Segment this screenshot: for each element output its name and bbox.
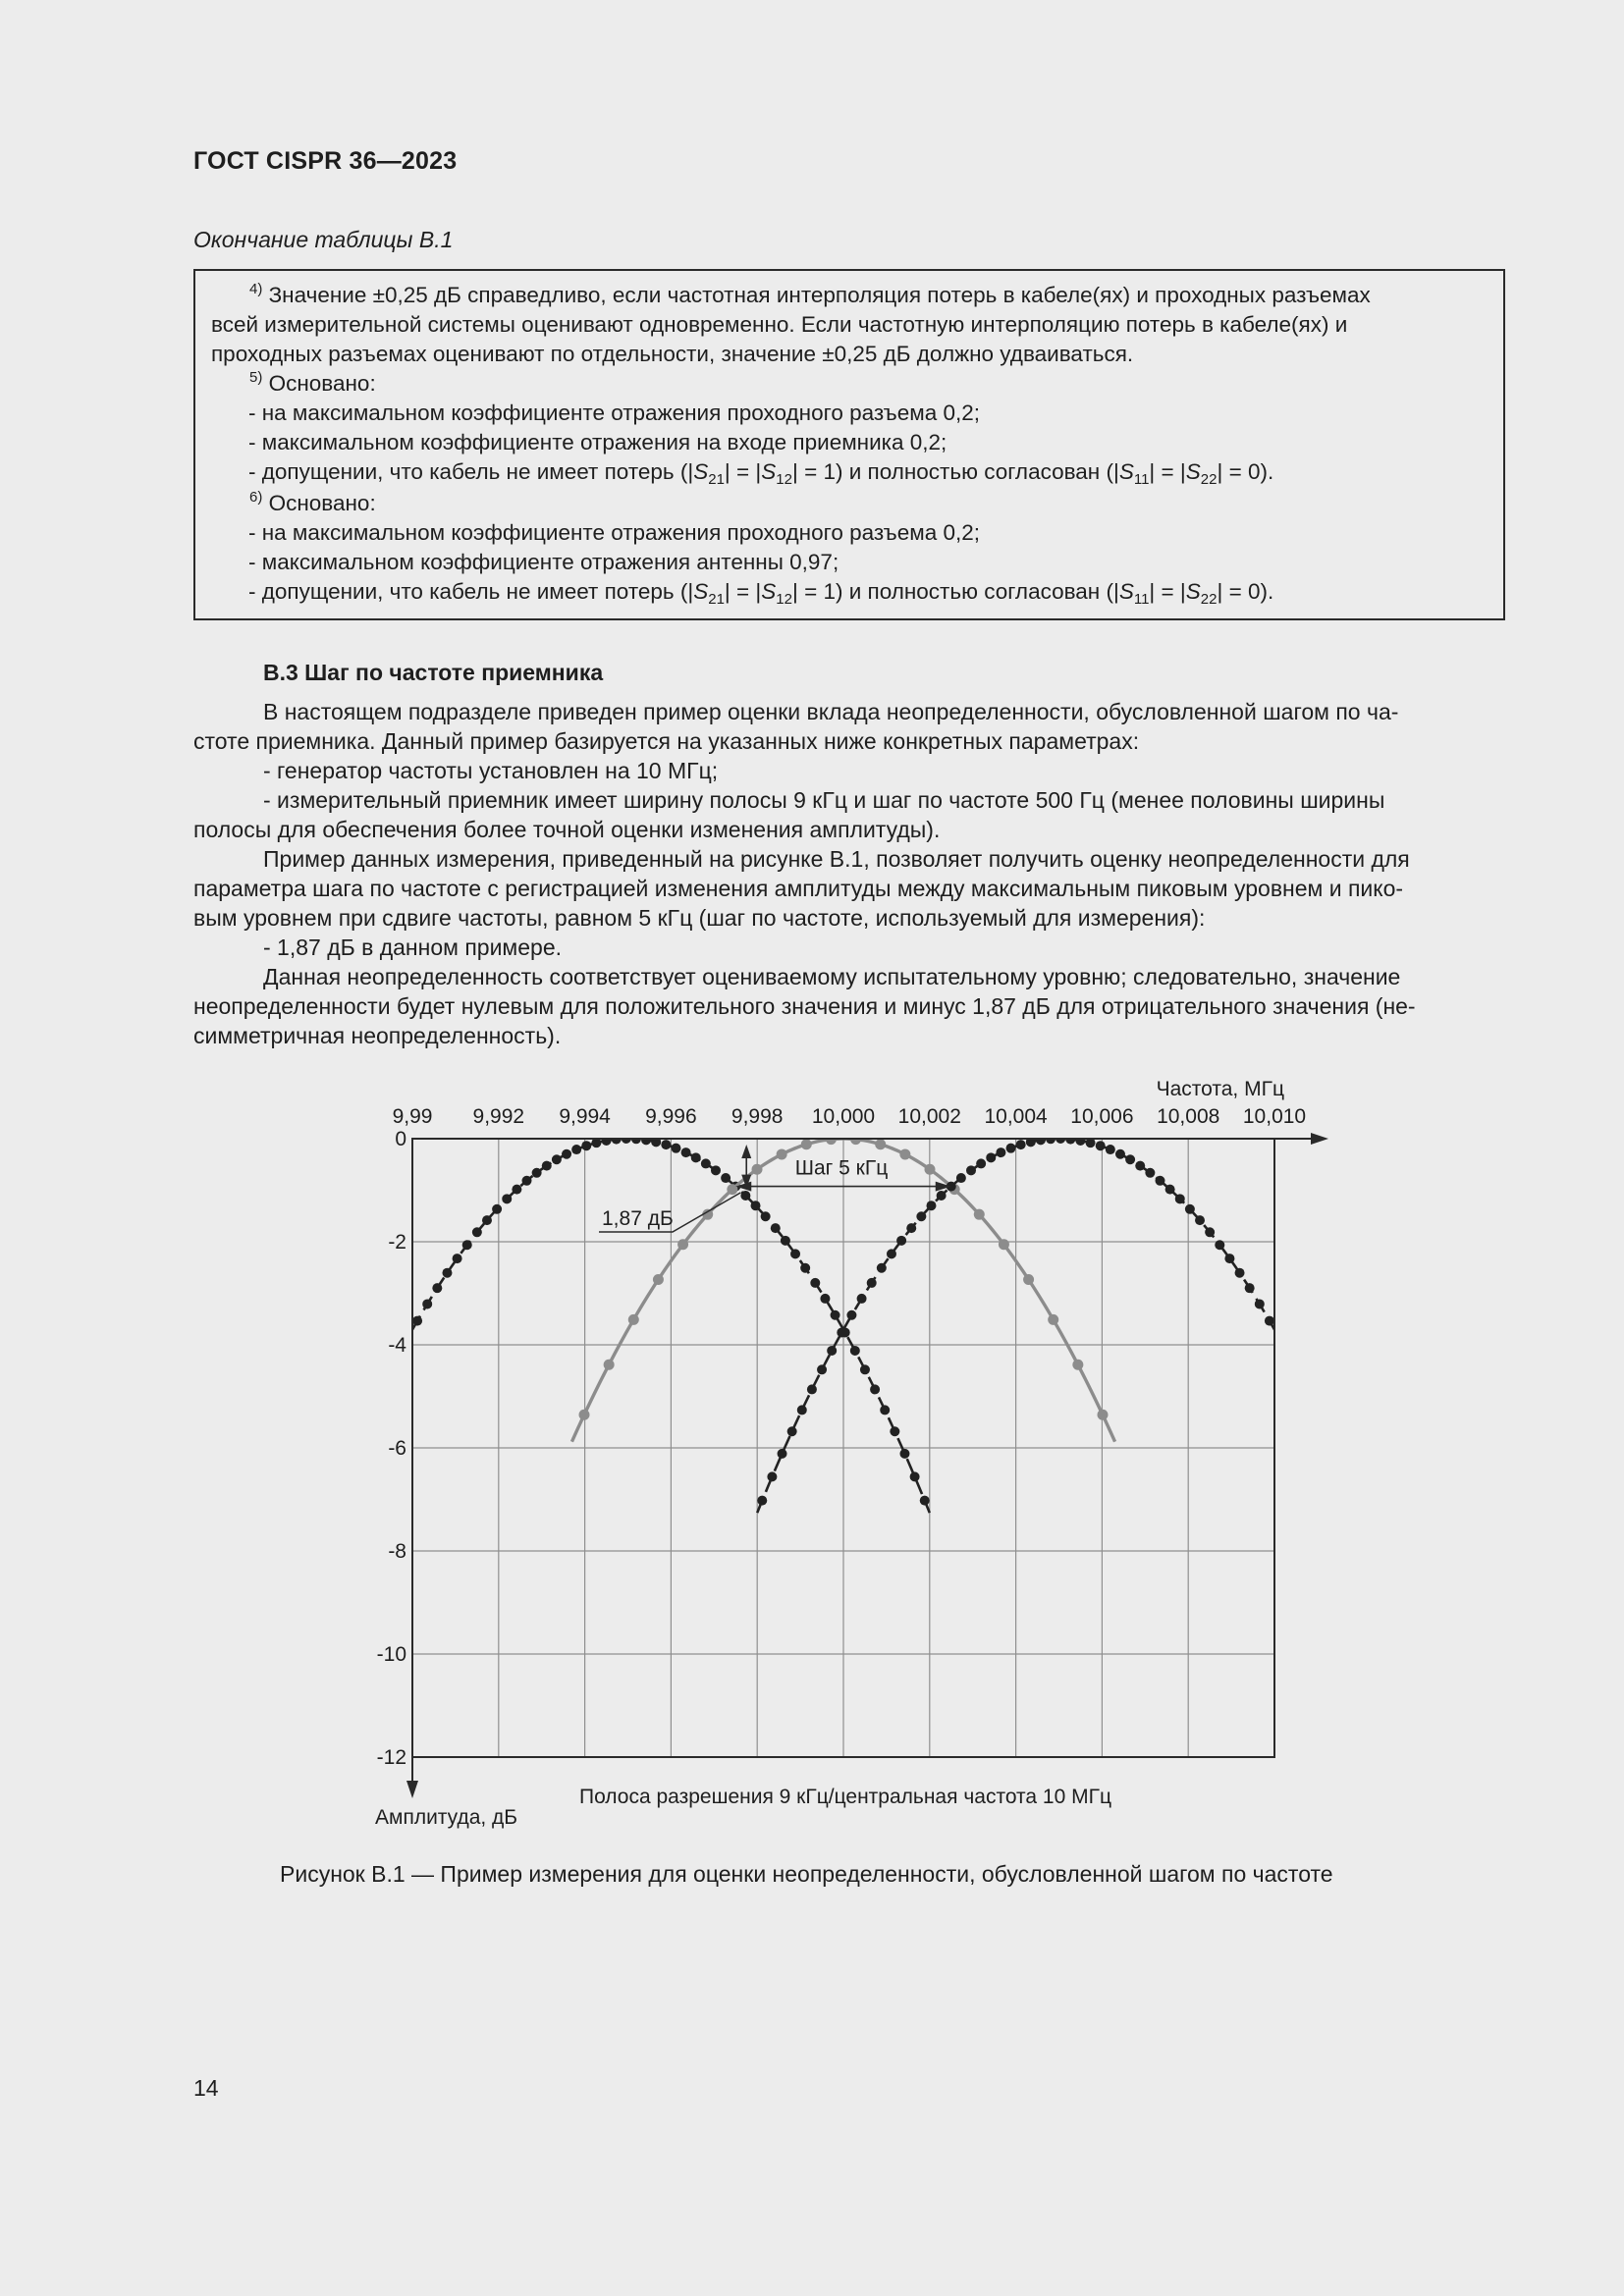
footnote-6-text: Основано: [262, 491, 376, 515]
section-line-10: Данная неопределенность соответствует оцениваемому испытательному уровню; следовательно, значение [263, 964, 1401, 989]
footnote-4-line-1 [249, 281, 1371, 310]
series-1-point [761, 1211, 771, 1221]
series-3-point [1096, 1141, 1106, 1150]
series-3-point [1235, 1268, 1245, 1278]
series-1-point [671, 1144, 680, 1153]
footnote-5-head [249, 369, 376, 399]
page-number: 14 [193, 2075, 219, 2101]
series-1-point [800, 1263, 810, 1273]
series-2-point [1097, 1410, 1108, 1420]
footnote-6-bullet-3: - допущении, что кабель не имеет потерь $(|S_{21}| = |S_{12}| = 1)$ и полностью согласован $(|S_{11}| = |S_{22}| = 0)$. [248, 579, 1274, 608]
series-1-point [522, 1176, 532, 1186]
series-3-point [1115, 1149, 1125, 1159]
series-1-point [691, 1152, 701, 1162]
series-3-point [787, 1426, 797, 1436]
series-2-point [924, 1164, 935, 1175]
series-3-point [757, 1496, 767, 1506]
series-2-point [777, 1148, 787, 1159]
series-1-point [721, 1173, 731, 1183]
series-3-point [1145, 1168, 1155, 1178]
series-3-point [857, 1294, 867, 1304]
series-3-point [916, 1211, 926, 1221]
table-continuation-label: Окончание таблицы В.1 [193, 227, 454, 252]
series-2-point [579, 1410, 590, 1420]
series-1-point [880, 1405, 890, 1415]
footnote-6-mark: 6) [249, 489, 263, 506]
section-line-6: Пример данных измерения, приведенный на рисунке В.1, позволяет получить оценку неопределенности для [263, 846, 1410, 872]
series-1-point [532, 1168, 542, 1178]
y-tick-label: 0 [395, 1128, 406, 1150]
series-1-point [462, 1240, 472, 1250]
series-2-point [801, 1139, 812, 1149]
x-tick-label: 9,998 [731, 1105, 784, 1128]
series-3-point [1106, 1145, 1115, 1154]
series-3-point [1185, 1204, 1195, 1214]
series-1-point [850, 1346, 860, 1356]
y-tick-label: -12 [376, 1746, 406, 1769]
footnote-6-head [249, 489, 376, 518]
footnote-4-line-3: проходных разъемах оценивают по отдельности, значение ±0,25 дБ должно удваиваться. [211, 342, 1134, 366]
series-1-point [910, 1471, 920, 1481]
series-1-point [771, 1223, 781, 1233]
series-3-point [867, 1278, 877, 1288]
series-1-point [552, 1154, 562, 1164]
resolution-bandwidth-label: Полоса разрешения 9 кГц/центральная частота 10 МГц [579, 1786, 1112, 1808]
series-1-point [412, 1316, 422, 1326]
series-3-point [1195, 1215, 1205, 1225]
series-3-point [1135, 1161, 1145, 1171]
series-3-point [1215, 1240, 1224, 1250]
section-line-8: вым уровнем при сдвиге частоты, равном 5 кГц (шаг по частоте, используемый для измерения): [193, 905, 1206, 931]
series-1-point [562, 1149, 571, 1159]
document-header: ГОСТ CISPR 36—2023 [193, 147, 458, 175]
series-3-point [797, 1405, 807, 1415]
series-3-point [986, 1152, 996, 1162]
footnote-4-line-2: всей измерительной системы оценивают одновременно. Если частотную интерполяцию потерь в кабеле(ях) и [211, 312, 1348, 337]
series-1-point [820, 1294, 830, 1304]
y-axis-label: Амплитуда, дБ [375, 1806, 518, 1829]
x-tick-label: 10,002 [897, 1105, 961, 1128]
series-3-point [1075, 1136, 1085, 1146]
series-3-point [926, 1201, 936, 1210]
series-3-point [827, 1346, 837, 1356]
series-3-point [1016, 1140, 1026, 1149]
series-1-point [661, 1140, 671, 1149]
figure-caption: Рисунок В.1 — Пример измерения для оценки неопределенности, обусловленной шагом по частоте [280, 1861, 1333, 1887]
footnote-6-bullet-2: - максимальном коэффициенте отражения антенны 0,97; [248, 550, 839, 574]
series-1-point [472, 1227, 482, 1237]
section-line-1: В настоящем подразделе приведен пример оценки вклада неопределенности, обусловленной шагом по ча- [263, 699, 1399, 724]
y-tick-label: -2 [388, 1231, 406, 1254]
series-3-point [1224, 1254, 1234, 1263]
series-1-point [920, 1496, 930, 1506]
series-2-point [1072, 1360, 1083, 1370]
series-1-point [810, 1278, 820, 1288]
series-3-point [877, 1263, 887, 1273]
drop-label: 1,87 дБ [602, 1207, 674, 1230]
series-3-point [817, 1364, 827, 1374]
series-1-point [790, 1249, 800, 1258]
series-1-point [571, 1145, 581, 1154]
series-1-point [432, 1283, 442, 1293]
series-1-point [701, 1158, 711, 1168]
section-line-5: полосы для обеспечения более точной оценки изменения амплитуды). [193, 817, 941, 842]
series-1-point [860, 1364, 870, 1374]
series-3-point [937, 1191, 947, 1201]
series-3-point [767, 1471, 777, 1481]
series-1-point [711, 1165, 721, 1175]
series-3-point [896, 1236, 906, 1246]
y-tick-label: -4 [388, 1334, 406, 1357]
series-1-point [751, 1201, 761, 1210]
series-3-point [846, 1310, 856, 1320]
series-1-point [482, 1215, 492, 1225]
series-3-point [1165, 1185, 1175, 1195]
footnote-6-bullet-1: - на максимальном коэффициенте отражения проходного разъема 0,2; [248, 520, 981, 545]
series-3-point [1205, 1227, 1215, 1237]
series-1-point [422, 1299, 432, 1308]
series-3-point [1006, 1144, 1016, 1153]
series-3-point [956, 1173, 966, 1183]
series-1-point [542, 1161, 552, 1171]
series-2-point [604, 1360, 615, 1370]
section-line-3: - генератор частоты установлен на 10 МГц; [263, 758, 719, 783]
series-3-point [966, 1165, 976, 1175]
section-line-11: неопределенности будет нулевым для положительного значения и минус 1,87 дБ для отрицательного значения (не- [193, 993, 1416, 1019]
series-1-point [442, 1268, 452, 1278]
series-2-point [653, 1274, 664, 1285]
series-3-point [1125, 1154, 1135, 1164]
x-axis-arrow [1311, 1133, 1328, 1145]
footnote-5-bullet-2: - максимальном коэффициенте отражения на входе приемника 0,2; [248, 430, 947, 454]
series-1-point [831, 1310, 840, 1320]
series-2-point [752, 1164, 763, 1175]
frequency-step-chart [363, 1060, 1335, 1845]
x-tick-label: 10,004 [984, 1105, 1048, 1128]
series-3-point [1265, 1316, 1274, 1326]
series-3-point [837, 1327, 846, 1337]
series-1-point [581, 1141, 591, 1150]
footnote-4-text: Значение ±0,25 дБ справедливо, если частотная интерполяция потерь в кабеле(ях) и проходных разъемах [262, 283, 1371, 307]
series-1-point [781, 1236, 790, 1246]
series-1-point [899, 1449, 909, 1459]
footnote-4-mark: 4) [249, 281, 263, 297]
series-3-point [807, 1384, 817, 1394]
x-tick-label: 9,994 [559, 1105, 611, 1128]
series-2-point [1048, 1314, 1058, 1325]
series-3-point [778, 1449, 787, 1459]
section-line-9: - 1,87 дБ в данном примере. [263, 934, 562, 960]
series-2-point [628, 1314, 639, 1325]
series-2-point [899, 1148, 910, 1159]
series-2-point [875, 1139, 886, 1149]
footnote-5-mark: 5) [249, 369, 263, 386]
section-line-4: - измерительный приемник имеет ширину полосы 9 кГц и шаг по частоте 500 Гц (менее половины ширины [263, 787, 1385, 813]
series-1-point [870, 1384, 880, 1394]
series-2-point [1023, 1274, 1034, 1285]
series-3-point [906, 1223, 916, 1233]
section-line-2: стоте приемника. Данный пример базируется на указанных ниже конкретных параметрах: [193, 728, 1140, 754]
series-1-point [890, 1426, 899, 1436]
section-title: В.3 Шаг по частоте приемника [263, 660, 604, 685]
y-tick-label: -8 [388, 1540, 406, 1563]
y-tick-label: -10 [376, 1643, 406, 1666]
series-1-point [641, 1135, 651, 1145]
footnote-5-bullet-3: - допущении, что кабель не имеет потерь $(|S_{21}| = |S_{12}| = 1)$ и полностью согласован $(|S_{11}| = |S_{22}| = 0)$. [248, 459, 1274, 488]
series-2-point [999, 1239, 1009, 1250]
section-line-7: параметра шага по частоте с регистрацией изменения амплитуды между максимальным пиковым уровнем и пико- [193, 876, 1404, 901]
series-3-point [976, 1158, 986, 1168]
x-tick-label: 10,010 [1242, 1105, 1307, 1128]
footnote-5-bullet-1: - на максимальном коэффициенте отражения проходного разъема 0,2; [248, 400, 981, 425]
y-axis-arrow [406, 1781, 418, 1798]
step-label: Шаг 5 кГц [794, 1156, 889, 1180]
series-1-point [681, 1148, 691, 1157]
x-tick-label: 10,000 [811, 1105, 876, 1128]
series-1-point [740, 1191, 750, 1201]
series-3-point [1175, 1194, 1185, 1203]
x-axis-label: Частота, МГц [1156, 1078, 1284, 1100]
series-3-point [996, 1148, 1005, 1157]
series-3-point [1036, 1135, 1046, 1145]
x-tick-label: 9,992 [472, 1105, 525, 1128]
footnote-5-text: Основано: [262, 371, 376, 396]
series-1-point [602, 1136, 612, 1146]
series-3-point [1255, 1299, 1265, 1308]
x-tick-label: 10,008 [1157, 1105, 1220, 1128]
x-tick-label: 10,006 [1070, 1105, 1134, 1128]
series-2-point [727, 1184, 737, 1195]
series-3-point [1155, 1176, 1164, 1186]
section-line-12: симметричная неопределенность). [193, 1023, 562, 1048]
series-2-point [677, 1239, 688, 1250]
series-1-point [492, 1204, 502, 1214]
x-tick-label: 9,996 [645, 1105, 697, 1128]
series-3-point [887, 1249, 896, 1258]
series-3-point [1245, 1283, 1255, 1293]
x-tick-label: 9,99 [392, 1105, 433, 1128]
y-tick-label: -6 [388, 1437, 406, 1460]
series-1-point [512, 1185, 521, 1195]
series-1-point [502, 1194, 512, 1203]
table-footnotes-box [193, 269, 1505, 620]
series-2-point [974, 1209, 985, 1220]
series-1-point [453, 1254, 462, 1263]
